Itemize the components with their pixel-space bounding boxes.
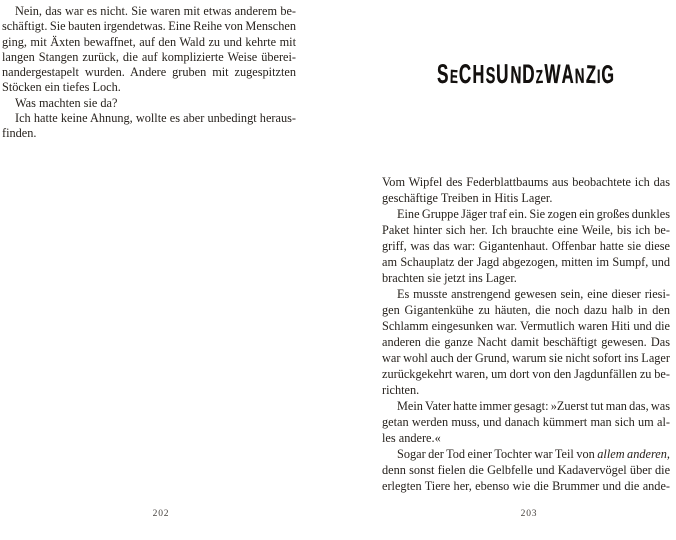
page-number-right: 203 <box>520 509 538 519</box>
text-line: brachten sie jetzt ins Lager. <box>382 271 517 285</box>
text-line: finden. <box>2 126 37 141</box>
text-line: gen Gigantenkühe zu häuten, die noch dazu halb in den <box>382 303 670 317</box>
text-line: Es musste anstrengend gewesen sein, eine dieser riesi- <box>397 287 670 301</box>
text-line: ging, mit Äxten bewaffnet, auf den Wald zu und kehrte mit <box>2 34 296 49</box>
right-page-text <box>382 174 670 494</box>
text-line: Mein Vater hatte immer gesagt: »Zuerst tut man das, was <box>397 399 671 413</box>
text-line: Eine Gruppe Jäger traf ein. Sie zogen ein großes dunkles <box>397 207 671 221</box>
page-number-left: 202 <box>152 509 170 519</box>
text-line: Sogar der Tod einer Tochter war Teil von allem anderen, <box>397 447 670 461</box>
text-line: Paket hinter sich her. Ich brauchte eine Weile, bis ich be- <box>382 223 670 237</box>
text-line: Stöcken ein tiefes Loch. <box>2 80 121 95</box>
text-line: denn sonst fielen die Gelbfelle und Kadavervögel über die <box>382 463 671 477</box>
text-line: Vom Wipfel des Federblattbaums aus beobachtete ich das <box>382 175 671 189</box>
text-line: les andere.« <box>382 431 441 445</box>
text-line: war wohl auch der Grund, warum sie nicht sofort ins Lager <box>382 351 670 365</box>
text-line: Ich hatte keine Ahnung, wollte es aber unbedingt heraus- <box>15 111 296 126</box>
text-line: am Schauplatz der Jagd abgezogen, mitten im Sumpf, und <box>382 255 671 269</box>
text-line: nandergestapelt wurden. Andere gruben mit zugespitzten <box>2 65 296 80</box>
text-line: Schlamm eingesunken war. Vermutlich waren Hiti und die <box>382 319 671 333</box>
text-line: richten. <box>382 383 420 397</box>
left-page-text <box>2 4 296 142</box>
chapter-heading: SECHSUNDZWANZIG <box>437 58 615 90</box>
text-line: zurückgekehrt waren, um dort von den Jagdunfällen zu be- <box>382 367 670 381</box>
text-line: geschäftige Treiben in Hitis Lager. <box>382 191 553 205</box>
text-line: getan werden muss, und danach kümmert man sich um al- <box>382 415 670 429</box>
text-line: schäftigt. Sie bauten irgendetwas. Eine Reihe von Menschen <box>2 19 296 34</box>
text-line: Was machten sie da? <box>15 95 118 110</box>
text-line: erlegten Tiere her, ebenso wie die Brummer und die ande- <box>382 479 671 493</box>
text-line: Nein, das war es nicht. Sie waren mit etwas anderem be- <box>15 4 297 18</box>
text-line: griff, was das war: Gigantenhaut. Offenbar hatte sie diese <box>382 239 671 253</box>
text-line: langen Stangen zurück, die auf komplizierte Weise überei- <box>2 49 297 64</box>
text-line: anderen die ganze Nacht damit beschäftigt gewesen. Das <box>382 335 671 349</box>
